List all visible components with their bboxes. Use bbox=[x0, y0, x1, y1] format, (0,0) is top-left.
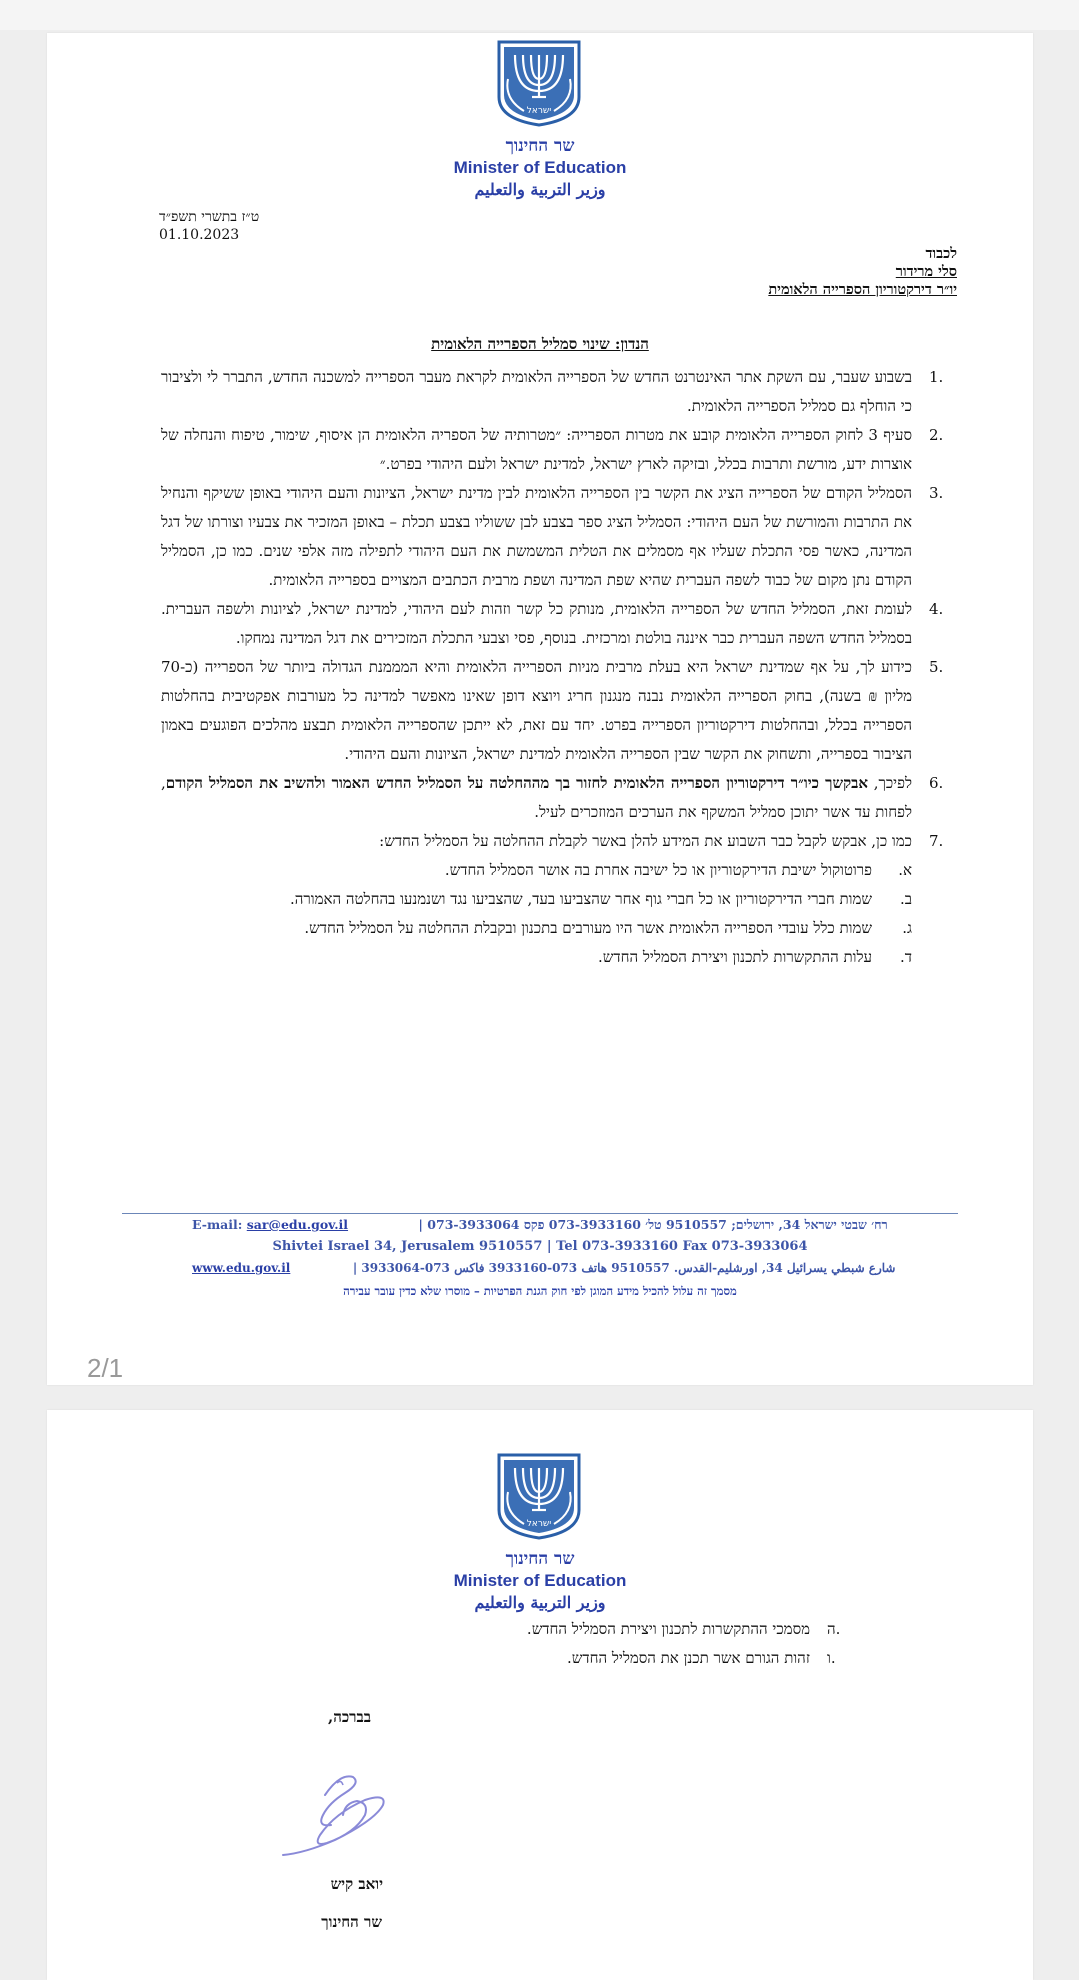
request-bold-text: אבקשך כיו״ר דירקטוריון הספרייה הלאומית לחזור בך מההחלטה על הסמליל החדש האמור ולהשיב את הסמליל הקודם bbox=[165, 774, 868, 792]
footer-line-hebrew: רח׳ שבטי ישראל 34, ירושלים; 9510557 טל׳ 073-3933160 פקס 073-3933064 | E-mail: sar@edu.gov.il bbox=[192, 1217, 888, 1232]
handwritten-signature bbox=[265, 1755, 405, 1875]
viewer-top-bar bbox=[0, 0, 1079, 30]
sub-list-item: א. פרוטוקול ישיבת הדירקטוריון או כל ישיבה אחרת בה אושר הסמליל החדש. bbox=[444, 861, 912, 879]
recipient-role: יו״ר דירקטוריון הספרייה הלאומית bbox=[768, 281, 957, 298]
letter-body-continued bbox=[215, 1615, 855, 1673]
list-item: 7. כמו כן, אבקש לקבל כבר השבוע את המידע להלן באשר לקבלת ההחלטה על הסמליל החדש: bbox=[379, 832, 944, 850]
sub-list-item: ו. זהות הגורם אשר תכנן את הסמליל החדש. bbox=[567, 1649, 836, 1667]
list-item: 1. בשבוע שעבר, עם השקת אתר האינטרנט החדש של הספרייה הלאומית לקראת מעבר הספרייה למשכנה החדש, התברר לי ולציבור כי הוחלף גם סמליל הספרייה הלאומית. bbox=[161, 368, 944, 415]
date-block bbox=[159, 208, 359, 244]
footer-divider bbox=[122, 1213, 958, 1214]
footer-website-link[interactable]: www.edu.gov.il bbox=[192, 1261, 291, 1275]
list-item: 5. כידוע לך, על אף שמדינת ישראל היא בעלת מרבית מניות הספרייה הלאומית והיא המממנת הגדולה ביותר של הספרייה (כ-70 מליון ₪ בשנה), בחוק הספרייה הלאומית נבנה מנגנון חריג ויוצא דופן שאינו מאפשר למדינה כל מעורבות אפקטיבית בהחלטות הספרייה בכלל, ובהחלטות דירקטוריון הספרייה בפרט. יחד עם זאת, לא ייתכן שהספרייה הלאומית תבצע מהלכים הפוגעים באמון הציבור בספרייה, ותשחוק את הקשר שבין הספרייה הלאומית למדינת ישראל, הציונות והעם היהודי. bbox=[161, 658, 944, 763]
list-item-request: 6. לפיכך, אבקשך כיו״ר דירקטוריון הספרייה הלאומית לחזור בך מההחלטה על הסמליל החדש האמור ולהשיב את הסמליל הקודם, לפחות עד אשר יתוכן סמליל המשקף את הערכים המוזכרים לעיל. bbox=[161, 774, 944, 821]
footer-email-link[interactable]: sar@edu.gov.il bbox=[246, 1217, 349, 1232]
letter-subject: הנדון: שינוי סמליל הספרייה הלאומית bbox=[431, 335, 649, 353]
recipient-block bbox=[557, 245, 957, 299]
closing-regards: בברכה, bbox=[327, 1708, 371, 1726]
document-page-1 bbox=[47, 33, 1033, 1385]
gregorian-date: 01.10.2023 bbox=[159, 227, 240, 243]
page-indicator: 2/1 bbox=[87, 1353, 124, 1383]
signer-name: יואב קיש bbox=[330, 1875, 383, 1893]
recipient-salutation: לכבוד bbox=[925, 245, 957, 262]
sub-list-item: ב. שמות חברי הדירקטוריון או כל חברי גוף אחר שהצביעו בעד, שהצביעו נגד ושנמנעו בהחלטה האמורה. bbox=[289, 890, 912, 908]
svg-text:ישראל: ישראל bbox=[526, 106, 552, 116]
letterhead-title-english: Minister of Education bbox=[453, 1571, 627, 1590]
list-item: 2. סעיף 3 לחוק הספרייה הלאומית קובע את מטרות הספרייה: ״מטרותיה של הספריה הלאומית הן איסוף, שימור, טיפוח והנחלה של אוצרות ידע, מורשת ותרבות בכלל, ובזיקה לארץ ישראל, למדינת ישראל ולעם היהודי בפרט.״ bbox=[161, 426, 944, 473]
footer-line-english: Shivtei Israel 34, Jerusalem 9510557 | Tel 073-3933160 Fax 073-3933064 bbox=[272, 1239, 808, 1254]
menorah-emblem-icon bbox=[494, 39, 584, 127]
sub-list-item: ד. עלות ההתקשרות לתכנון ויצירת הסמליל החדש. bbox=[598, 948, 912, 966]
footer-privacy-notice: מסמך זה עלול להכיל מידע המוגן לפי חוק הגנת הפרטיות – מוסרו שלא כדין עובר עבירה bbox=[343, 1284, 737, 1298]
sub-list-item: ג. שמות כלל עובדי הספרייה הלאומית אשר היו מעורבים בתכנון ובקבלת ההחלטה על הסמליל החדש. bbox=[304, 919, 912, 937]
letterhead-title-hebrew: שר החינוך bbox=[505, 136, 575, 156]
menorah-emblem-icon bbox=[494, 1452, 584, 1540]
svg-text:ישראל: ישראל bbox=[526, 1519, 552, 1529]
sub-list-item: ה. מסמכי ההתקשרות לתכנון ויצירת הסמליל החדש. bbox=[526, 1620, 841, 1638]
letter-body bbox=[161, 363, 957, 972]
list-item: 3. הסמליל הקודם של הספרייה הציג את הקשר בין הספרייה הלאומית לבין מדינת ישראל, הציונות והעם היהודי באופן ששיקף והנחיל את התרבות והמורשת של העם היהודי: הסמליל הציג ספר בצבע לבן ששוליו בצבע תכלת – באופן המזכיר את צבעיו וצורתו של דגל המדינה, כאשר פסי התכלת שעליו אף מסמלים את הטלית המשמשת את העם היהודי לתפילה מזה אלפי שנים. כמו כן, הסמליל הקודם נתן מקום של כבוד לשפה העברית שהיא שפת המדינה ושפת מרבית הכתבים המצויים בספרייה הלאומית. bbox=[161, 484, 944, 589]
letterhead-title-arabic: وزير التربية والتعليم bbox=[474, 1593, 606, 1612]
letterhead-title-arabic: وزير التربية والتعليم bbox=[474, 180, 606, 199]
letterhead-title-hebrew: שר החינוך bbox=[505, 1549, 575, 1569]
hebrew-date: ט״ז בתשרי תשפ״ד bbox=[159, 209, 260, 225]
list-item: 4. לעומת זאת, הסמליל החדש של הספרייה הלאומית, מנותק כל קשר וזהות לעם היהודי, למדינת ישראל, לציונות ולשפה העברית. בסמליל החדש השפה העברית כבר איננה בולטת ומרכזית. בנוסף, פסי וצבעי התכלת המזכירים את דגל המדינה נמחקו. bbox=[161, 600, 944, 647]
signer-title: שר החינוך bbox=[321, 1913, 382, 1931]
letterhead-title-english: Minister of Education bbox=[453, 158, 627, 177]
footer-line-arabic: شارع شبطي يسرائيل 34, اورشليم-القدس. 9510557 هاتف 073-3933160 فاكس 073-3933064 | www.edu.gov.il bbox=[192, 1261, 896, 1275]
recipient-name: סלי מרידור bbox=[895, 263, 957, 280]
document-page-2 bbox=[47, 1410, 1033, 1980]
